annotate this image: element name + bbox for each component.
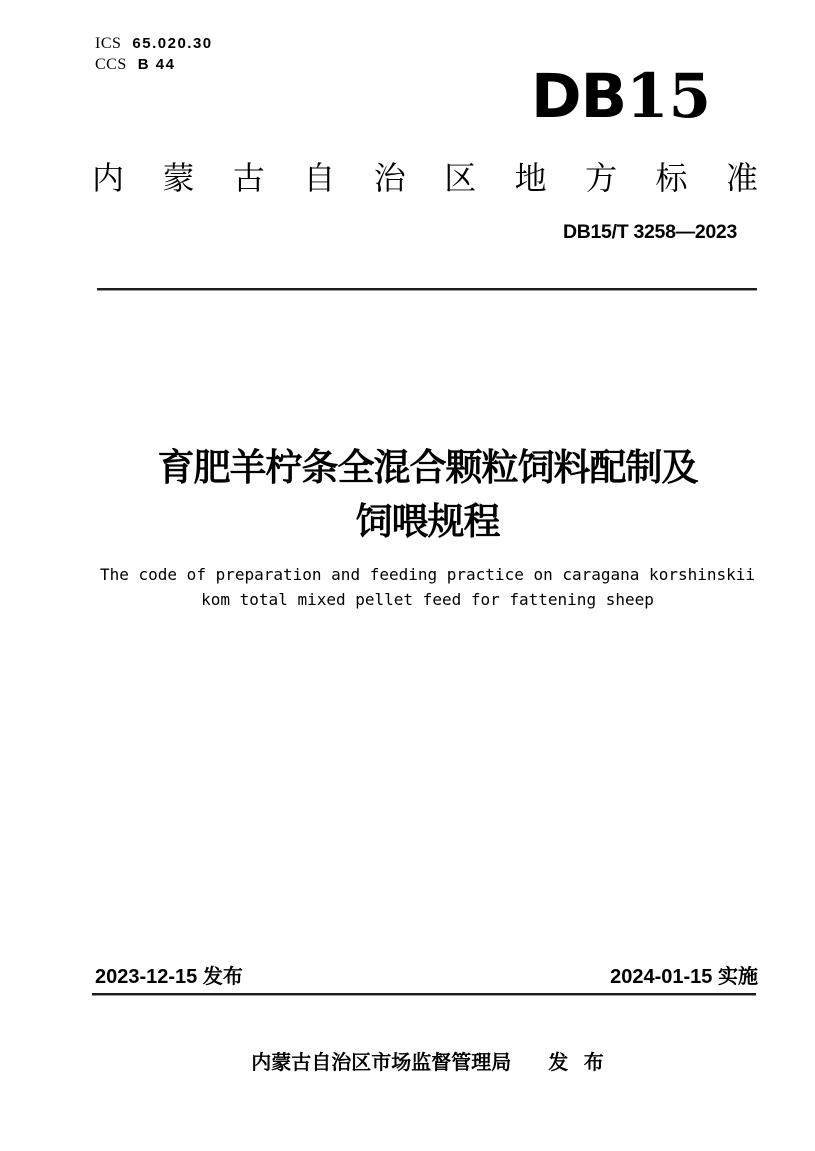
publisher-name: 内蒙古自治区市场监督管理局	[251, 1052, 512, 1074]
ics-label: ICS	[95, 35, 122, 52]
header-divider-rule	[97, 288, 757, 291]
publisher-row	[95, 1050, 760, 1076]
dates-row	[95, 965, 758, 989]
document-title-line-1: 育肥羊柠条全混合颗粒饲料配制及	[157, 447, 698, 488]
db15-logo-number: 15	[626, 61, 712, 132]
db15-logo-letters: DB	[531, 61, 627, 132]
db15-logo	[531, 61, 712, 132]
standard-code: DB15/T 3258—2023	[562, 221, 737, 243]
ccs-value: B 44	[137, 56, 176, 73]
subtitle-line-2: kom total mixed pellet feed for fattening sheep	[201, 590, 654, 609]
footer-divider-rule	[92, 993, 756, 996]
publish-action-label: 发 布	[548, 1052, 609, 1074]
subtitle-line-1: The code of preparation and feeding practice on caragana korshinskii	[99, 565, 756, 584]
issue-date: 2023-12-15 发布	[95, 966, 243, 988]
ics-row	[95, 33, 213, 54]
document-subtitle-english	[95, 562, 760, 612]
ccs-label: CCS	[95, 56, 127, 73]
document-title-line-2: 饲喂规程	[355, 501, 500, 542]
implementation-date: 2024-01-15 实施	[610, 966, 758, 988]
ccs-row	[95, 54, 213, 75]
ics-value: 65.020.30	[132, 35, 213, 52]
document-title	[95, 441, 760, 549]
standard-name-heading: 内蒙古自治区地方标准	[92, 160, 758, 196]
classification-block	[95, 33, 213, 75]
